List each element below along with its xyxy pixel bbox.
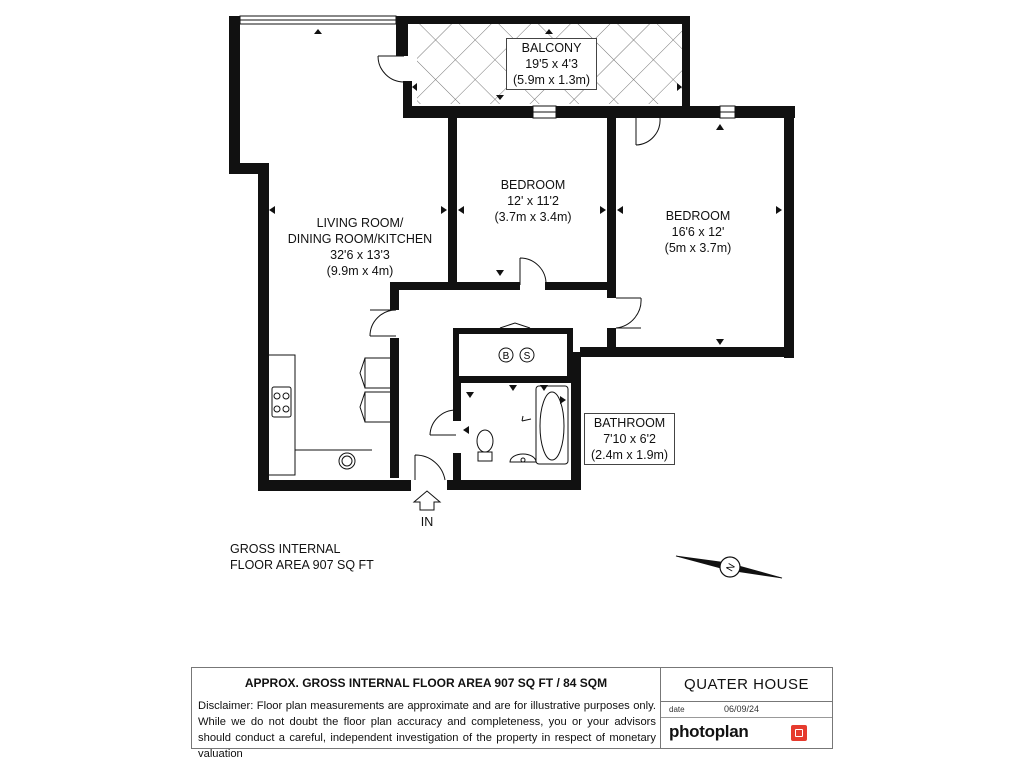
bedroom-2-imperial: 16'6 x 12' bbox=[671, 225, 725, 239]
bedroom-2-metric: (5m x 3.7m) bbox=[664, 241, 732, 255]
gross-internal-line-2: FLOOR AREA 907 SQ FT bbox=[230, 558, 374, 572]
compass-label: N bbox=[724, 561, 738, 574]
kitchen-units bbox=[268, 355, 392, 475]
balcony-imperial: 19'5 x 4'3 bbox=[525, 57, 578, 71]
footer-disclaimer-panel bbox=[192, 668, 661, 760]
bedroom-2-label bbox=[640, 208, 756, 256]
brand-logo-icon bbox=[791, 725, 807, 741]
living-room-metric: (9.9m x 4m) bbox=[326, 264, 394, 278]
date-divider bbox=[661, 717, 832, 718]
living-room-name-1: LIVING ROOM/ bbox=[316, 216, 404, 230]
bedroom-1-imperial: 12' x 11'2 bbox=[507, 194, 559, 208]
footer-info-box bbox=[191, 667, 833, 760]
bathroom-metric: (2.4m x 1.9m) bbox=[591, 448, 669, 462]
balcony-name: BALCONY bbox=[521, 41, 582, 55]
bathroom-imperial: 7'10 x 6'2 bbox=[603, 432, 656, 446]
cupboard-symbol-s: S bbox=[523, 351, 531, 362]
living-room-imperial: 32'6 x 13'3 bbox=[330, 248, 390, 262]
bathroom-name: BATHROOM bbox=[593, 416, 666, 430]
gross-internal-line-1: GROSS INTERNAL bbox=[230, 542, 341, 556]
living-room-label bbox=[270, 215, 450, 279]
footer-heading: APPROX. GROSS INTERNAL FLOOR AREA 907 SQ FT / 84 SQM bbox=[244, 676, 608, 690]
balcony-label bbox=[506, 38, 597, 90]
brand-logo-text: photoplan bbox=[669, 722, 749, 741]
bedroom-1-metric: (3.7m x 3.4m) bbox=[494, 210, 572, 224]
cupboard-symbol-b: B bbox=[502, 351, 510, 362]
bedroom-1-name: BEDROOM bbox=[500, 178, 566, 192]
date-value: 06/09/24 bbox=[724, 704, 760, 714]
balcony-metric: (5.9m x 1.3m) bbox=[513, 73, 591, 87]
living-room-name-2: DINING ROOM/KITCHEN bbox=[287, 232, 433, 246]
bedroom-1-label bbox=[470, 177, 596, 225]
entrance-label: IN bbox=[420, 515, 434, 529]
gross-internal-area bbox=[230, 541, 374, 573]
date-label: date bbox=[669, 705, 685, 714]
bathroom-label bbox=[584, 413, 675, 465]
footer-disclaimer: Disclaimer: Floor plan measurements are approximate and are for illustrative purposes only. While we do not doubt the floor plan accuracy and completeness, you or your advisors should conduct a careful, independent investigation of the property in respect of monetary valuation bbox=[198, 700, 656, 760]
entrance-arrow bbox=[414, 491, 440, 510]
bathroom-fittings bbox=[477, 386, 568, 464]
bedroom-2-name: BEDROOM bbox=[665, 209, 731, 223]
property-name: QUATER HOUSE bbox=[661, 668, 832, 702]
